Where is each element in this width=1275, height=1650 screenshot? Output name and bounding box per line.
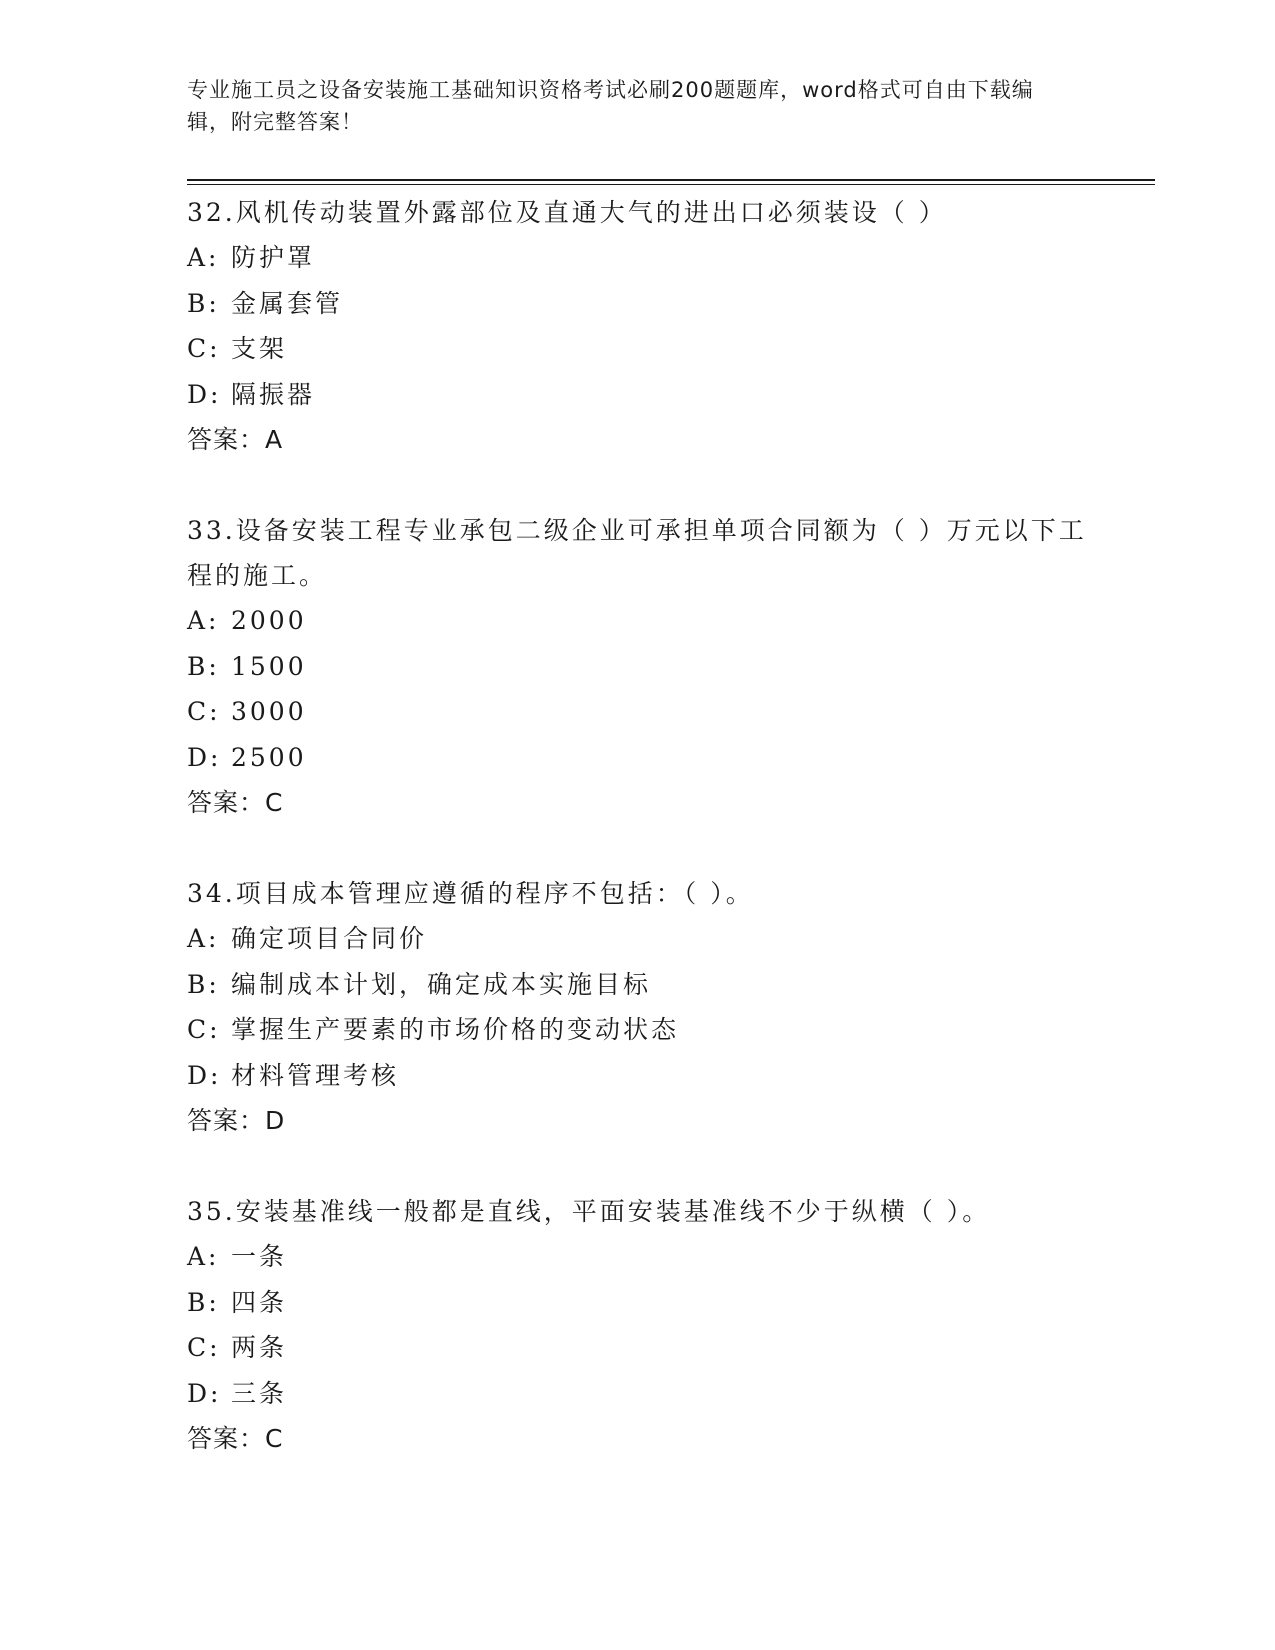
option-a xyxy=(187,1234,1087,1280)
option-text: 1500 xyxy=(231,651,307,681)
option-text: 确定项目合同价 xyxy=(231,924,428,953)
option-text: 三条 xyxy=(231,1378,288,1408)
option-letter: B: xyxy=(187,651,220,681)
question-stem: 35.安装基准线一般都是直线，平面安装基准线不少于纵横（ ）。 xyxy=(187,1197,991,1226)
option-letter: A: xyxy=(187,1242,220,1271)
option-text: 一条 xyxy=(231,1242,288,1271)
option-text: 3000 xyxy=(231,697,307,726)
option-c xyxy=(187,689,1087,735)
option-letter: A: xyxy=(187,924,220,953)
option-text: 金属套管 xyxy=(231,288,344,318)
option-letter: A: xyxy=(187,243,220,272)
question-list xyxy=(187,190,1087,1507)
option-c xyxy=(187,1007,1087,1053)
question-stem: 32.风机传动装置外露部位及直通大气的进出口必须装设（ ） xyxy=(187,198,947,227)
option-a xyxy=(187,598,1087,644)
option-text: 四条 xyxy=(231,1287,288,1317)
option-text: 2500 xyxy=(231,742,307,772)
answer-line: 答案：D xyxy=(187,1106,286,1135)
header-divider xyxy=(187,179,1155,181)
option-text: 掌握生产要素的市场价格的变动状态 xyxy=(231,1015,680,1044)
question-stem: 33.设备安装工程专业承包二级企业可承担单项合同额为（ ）万元以下工程的施工。 xyxy=(187,516,1087,590)
question-stem: 34.项目成本管理应遵循的程序不包括：（ ）。 xyxy=(187,879,754,908)
option-letter: B: xyxy=(187,969,220,999)
option-d xyxy=(187,735,1087,781)
option-letter: C: xyxy=(187,697,221,726)
option-b xyxy=(187,1280,1087,1326)
question-35 xyxy=(187,1189,1087,1462)
option-letter: C: xyxy=(187,334,221,363)
option-letter: D: xyxy=(187,1060,222,1090)
question-34 xyxy=(187,871,1087,1144)
option-text: 两条 xyxy=(231,1333,288,1362)
option-text: 隔振器 xyxy=(231,379,316,409)
option-letter: B: xyxy=(187,1287,220,1317)
question-32 xyxy=(187,190,1087,463)
option-c xyxy=(187,1325,1087,1371)
option-letter: D: xyxy=(187,1378,222,1408)
option-b xyxy=(187,644,1087,690)
answer-line: 答案：C xyxy=(187,788,284,817)
option-letter: B: xyxy=(187,288,220,318)
option-c xyxy=(187,326,1087,372)
answer-line: 答案：C xyxy=(187,1424,284,1453)
option-a xyxy=(187,235,1087,281)
option-letter: C: xyxy=(187,1333,221,1362)
option-text: 防护罩 xyxy=(231,243,316,272)
option-d xyxy=(187,372,1087,418)
answer-line: 答案：A xyxy=(187,425,284,454)
document-title: 专业施工员之设备安装施工基础知识资格考试必刷200题题库，word格式可自由下载编辑，附完整答案！ xyxy=(187,78,1034,134)
option-d xyxy=(187,1053,1087,1099)
option-d xyxy=(187,1371,1087,1417)
option-letter: D: xyxy=(187,742,222,772)
option-letter: D: xyxy=(187,379,222,409)
option-text: 编制成本计划，确定成本实施目标 xyxy=(231,969,652,999)
option-b xyxy=(187,281,1087,327)
option-a xyxy=(187,916,1087,962)
option-letter: A: xyxy=(187,606,220,635)
question-33 xyxy=(187,508,1087,826)
option-b xyxy=(187,962,1087,1008)
option-text: 2000 xyxy=(231,606,307,635)
header-divider-thin xyxy=(187,184,1155,185)
option-text: 支架 xyxy=(231,334,288,363)
option-letter: C: xyxy=(187,1015,221,1044)
option-text: 材料管理考核 xyxy=(231,1060,400,1090)
